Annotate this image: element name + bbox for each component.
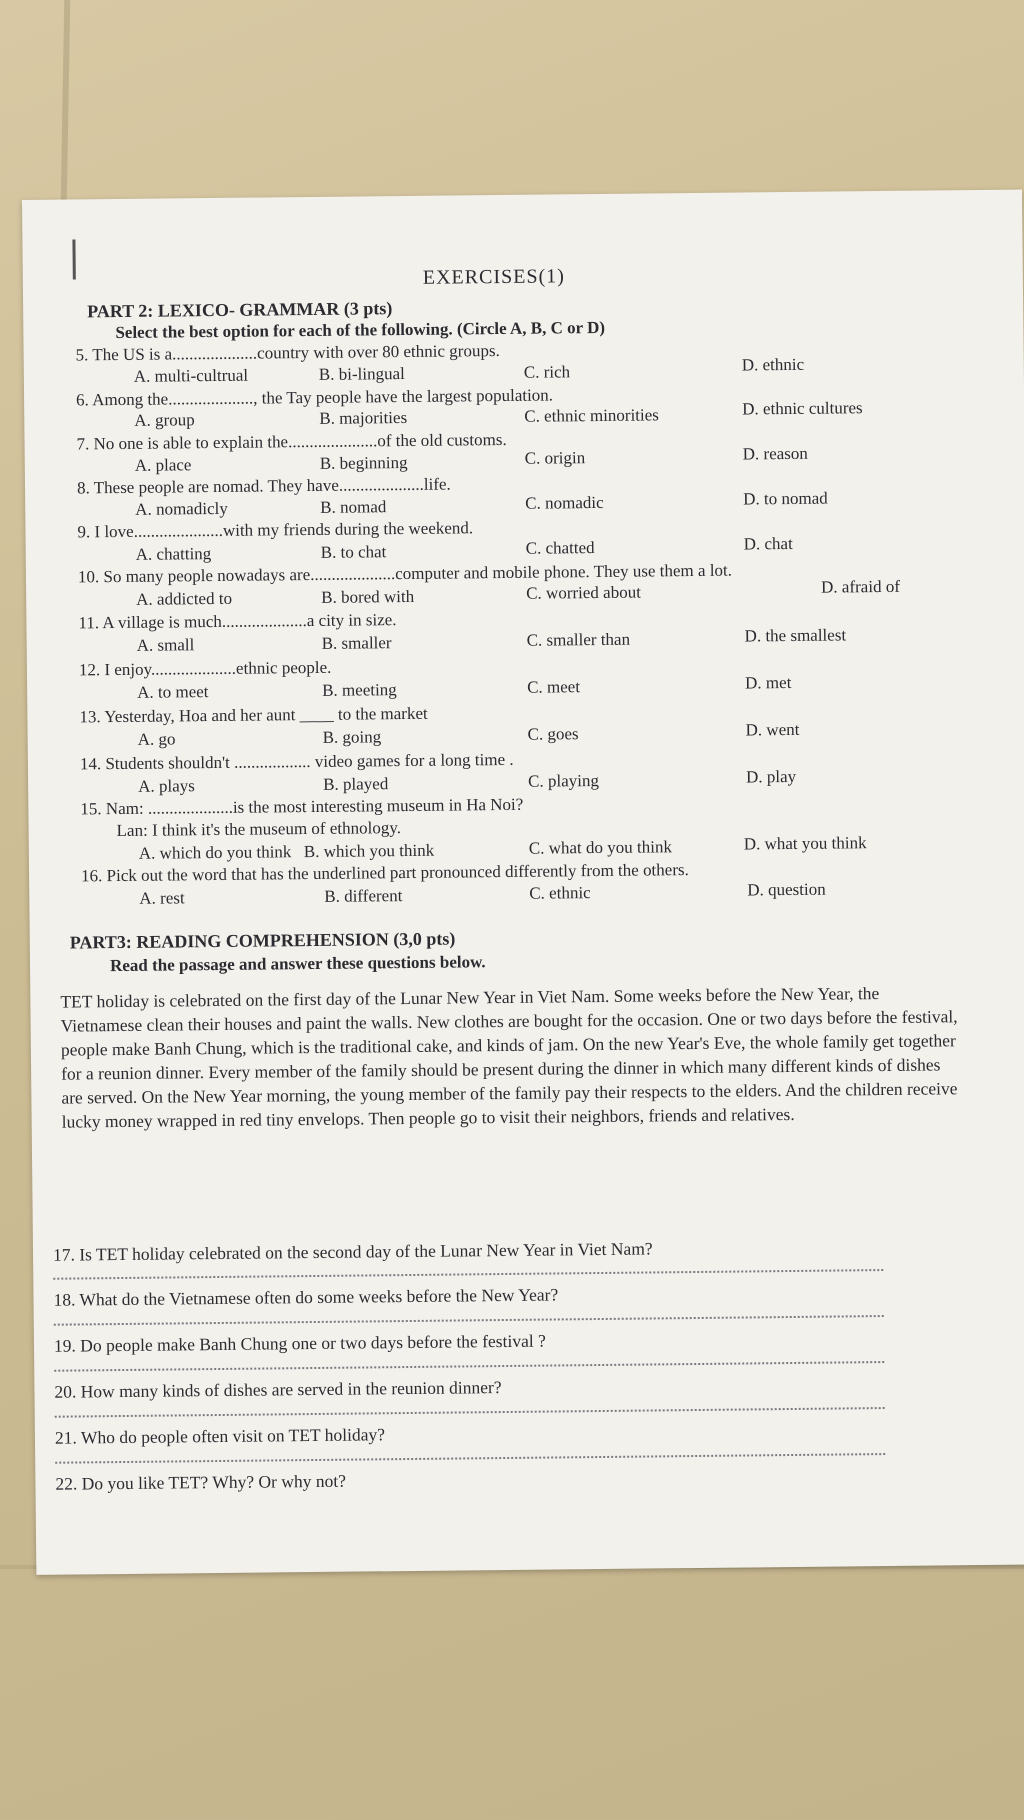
question-stem: 15. Nam: ....................is the most interesting museum in Ha Noi? [80,794,524,819]
option-c[interactable]: C. ethnic [529,883,591,903]
option-b[interactable]: B. going [322,727,382,747]
part2-title: PART 2: LEXICO- GRAMMAR (3 pts) [87,298,393,322]
part3-instruction: Read the passage and answer these questions below. [109,952,486,976]
option-b[interactable]: B. smaller [321,633,392,653]
option-b[interactable]: B. majorities [319,407,408,428]
question-stem: 14. Students shouldn't .................. video games for a long time . [79,749,514,774]
reading-question: 17. Is TET holiday celebrated on the second day of the Lunar New Year in Viet Nam? [52,1238,653,1265]
question-stem: 9. I love.....................with my friends during the weekend. [77,518,474,542]
option-b[interactable]: B. different [324,886,403,906]
dialogue-reply: Lan: I think it's the museum of ethnology. [116,818,402,841]
answer-line[interactable] [53,1269,883,1280]
option-a[interactable]: A. to meet [137,682,209,702]
reading-question: 20. How many kinds of dishes are served in the reunion dinner? [54,1377,502,1402]
option-b[interactable]: B. bored with [321,586,415,607]
question-stem: 6. Among the...................., the Tay people have the largest population. [75,385,554,410]
option-c[interactable]: C. smaller than [526,629,631,650]
option-c[interactable]: C. nomadic [525,492,604,513]
option-d[interactable]: D. question [747,879,826,900]
part3-title: PART3: READING COMPREHENSION (3,0 pts) [69,928,456,953]
option-b[interactable]: B. beginning [319,452,408,473]
option-a[interactable]: A. multi-cultrual [133,365,249,386]
option-d[interactable]: D. what you think [743,833,867,854]
option-a[interactable]: A. small [136,635,195,655]
question-stem: 16. Pick out the word that has the underlined part pronounced differently from the others. [80,860,689,886]
option-c[interactable]: C. meet [527,677,581,697]
question-stem: 12. I enjoy....................ethnic people. [78,657,332,680]
option-a[interactable]: A. which do you think [138,842,292,863]
option-c[interactable]: C. what do you think [528,837,673,858]
option-c[interactable]: C. ethnic minorities [524,405,659,426]
question-stem: 11. A village is much....................a city in size. [78,610,397,633]
option-d[interactable]: D. afraid of [820,576,901,597]
option-b[interactable]: B. meeting [322,680,397,700]
page-title: EXERCISES(1) [422,265,565,289]
answer-line[interactable] [55,1453,885,1464]
question-stem: 7. No one is able to explain the.....................of the old customs. [76,429,507,454]
reading-passage: TET holiday is celebrated on the first day of the Lunar New Year in Viet Nam. Some weeks before the New Year, the Vietnamese clean their houses and paint the walls. New clothes are bought for the occasion. One or two days before the festival, people make Banh Chung, which is the traditional cake, and kinds of jam. On the new Year's Eve, the whole family get together for a reunion dinner. Every member of the family should be present during the dinner in which many different kinds of dishes are served. On the New Year morning, the young member of the family pay their respects to the elders. And the children receive lucky money wrapped in red tiny envelops. Then people go to visit their neighbors, friends and relatives. [60,983,958,1132]
option-a[interactable]: A. plays [138,776,195,796]
option-c[interactable]: C. playing [528,770,600,791]
answer-line[interactable] [54,1361,884,1372]
option-c[interactable]: C. origin [524,448,586,468]
answer-line[interactable] [55,1407,885,1418]
option-a[interactable]: A. nomadicly [135,498,228,519]
question-stem: 13. Yesterday, Hoa and her aunt ____ to the market [79,703,428,727]
part2-instruction: Select the best option for each of the following. (Circle A, B, C or D) [115,317,606,343]
option-a[interactable]: A. place [134,455,192,475]
option-d[interactable]: D. met [744,672,792,693]
option-a[interactable]: A. chatting [135,544,212,564]
option-d[interactable]: D. the smallest [744,625,847,646]
question-stem: 5. The US is a....................country with over 80 ethnic groups. [75,341,500,365]
reading-question: 18. What do the Vietnamese often do some weeks before the New Year? [53,1284,559,1310]
reading-question: 19. Do people make Banh Chung one or two days before the festival ? [53,1330,546,1356]
question-stem: 10. So many people nowadays are....................computer and mobile phone. They use them a lot. [77,560,733,587]
question-stem: 8. These people are nomad. They have....................life. [76,474,451,498]
option-d[interactable]: D. chat [743,533,793,554]
option-b[interactable]: B. played [323,774,389,794]
reading-question: 21. Who do people often visit on TET holiday? [54,1424,386,1448]
option-b[interactable]: B. to chat [320,542,387,562]
option-c[interactable]: C. worried about [526,582,641,603]
option-d[interactable]: D. went [745,719,800,740]
option-d[interactable]: D. ethnic [741,354,805,375]
option-a[interactable]: A. group [134,410,195,430]
answer-line[interactable] [54,1315,884,1326]
option-b[interactable]: B. nomad [320,497,387,517]
option-d[interactable]: D. play [745,766,797,787]
option-a[interactable]: A. addicted to [136,588,233,609]
option-b[interactable]: B. which you think [303,840,435,862]
option-d[interactable]: D. ethnic cultures [742,398,863,419]
option-a[interactable]: A. go [137,729,176,749]
bracket-mark [72,239,75,279]
option-a[interactable]: A. rest [139,888,185,908]
option-d[interactable]: D. to nomad [743,488,828,509]
option-d[interactable]: D. reason [742,443,808,464]
option-c[interactable]: C. chatted [525,538,595,558]
option-c[interactable]: C. goes [527,724,579,744]
option-b[interactable]: B. bi-lingual [318,364,405,384]
reading-question: 22. Do you like TET? Why? Or why not? [55,1470,347,1494]
option-c[interactable]: C. rich [523,362,571,382]
worksheet-page [22,190,1024,1575]
